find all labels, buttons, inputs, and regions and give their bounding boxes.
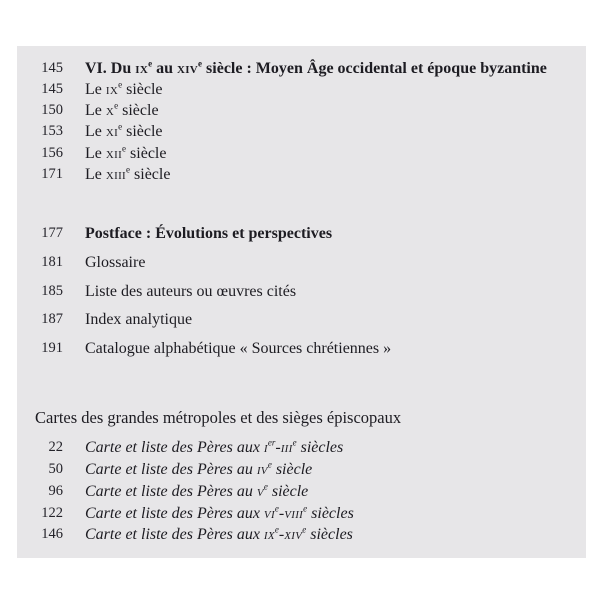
- toc-subentry: [17, 164, 171, 183]
- toc-subentry: [17, 143, 167, 162]
- toc-map-entry: [17, 524, 353, 543]
- entry-title: Index analytique: [85, 311, 193, 328]
- page-number: 122: [41, 505, 63, 521]
- toc-entry-section-vi: [17, 58, 547, 77]
- page-number: 171: [41, 166, 63, 182]
- toc-subentry: [17, 121, 163, 140]
- page-number: 185: [41, 283, 63, 299]
- entry-title: Le Xe siècle: [85, 100, 159, 119]
- page-number: 96: [48, 483, 63, 499]
- toc-map-entry: [17, 459, 313, 478]
- toc-subentry: [17, 79, 163, 98]
- page-number: 145: [41, 60, 63, 76]
- entry-title: Liste des auteurs ou œuvres cités: [85, 283, 297, 300]
- entry-title: Carte et liste des Pères au Ve siècle: [85, 481, 309, 500]
- toc-entry-postface: [17, 225, 333, 242]
- toc-map-entry: [17, 503, 354, 522]
- entry-title: Carte et liste des Pères aux VIe-VIIIe siècles: [85, 503, 354, 522]
- page-number: 177: [41, 225, 63, 241]
- toc-subentry: [17, 100, 159, 119]
- entry-title: Postface : Évolutions et perspectives: [85, 225, 333, 242]
- toc-map-entry: [17, 437, 344, 456]
- entry-title: Carte et liste des Pères au IVe siècle: [85, 459, 313, 478]
- entry-title: Carte et liste des Pères aux IXe-XIVe siècles: [85, 524, 353, 543]
- toc-entry-auteurs: [17, 283, 297, 300]
- page-number: 191: [41, 340, 63, 356]
- page-number: 187: [41, 311, 63, 327]
- page-number: 146: [41, 526, 63, 542]
- page-number: 145: [41, 81, 63, 97]
- entry-title: Le IXe siècle: [85, 79, 163, 98]
- book-page: [17, 46, 586, 558]
- toc-entry-catalogue: [17, 340, 392, 357]
- entry-title: Le XIIe siècle: [85, 143, 167, 162]
- toc-entry-index: [17, 311, 193, 328]
- page-number: 150: [41, 102, 63, 118]
- page-number: 156: [41, 145, 63, 161]
- entry-title: Le XIIIe siècle: [85, 164, 171, 183]
- entry-title: Carte et liste des Pères aux Ier-IIIe siècles: [85, 437, 344, 456]
- entry-title: Catalogue alphabétique « Sources chrétiennes »: [85, 340, 392, 357]
- page-number: 50: [48, 461, 63, 477]
- page-number: 22: [48, 439, 63, 455]
- entry-title: Le XIe siècle: [85, 121, 163, 140]
- page-number: 181: [41, 254, 63, 270]
- toc-entry-glossaire: [17, 254, 146, 271]
- entry-title: VI. Du IXe au XIVe siècle : Moyen Âge occidental et époque byzantine: [85, 58, 547, 77]
- page-number: 153: [41, 123, 63, 139]
- entry-title: Glossaire: [85, 254, 146, 271]
- maps-heading: Cartes des grandes métropoles et des sièges épiscopaux: [35, 408, 402, 427]
- toc-map-entry: [17, 481, 309, 500]
